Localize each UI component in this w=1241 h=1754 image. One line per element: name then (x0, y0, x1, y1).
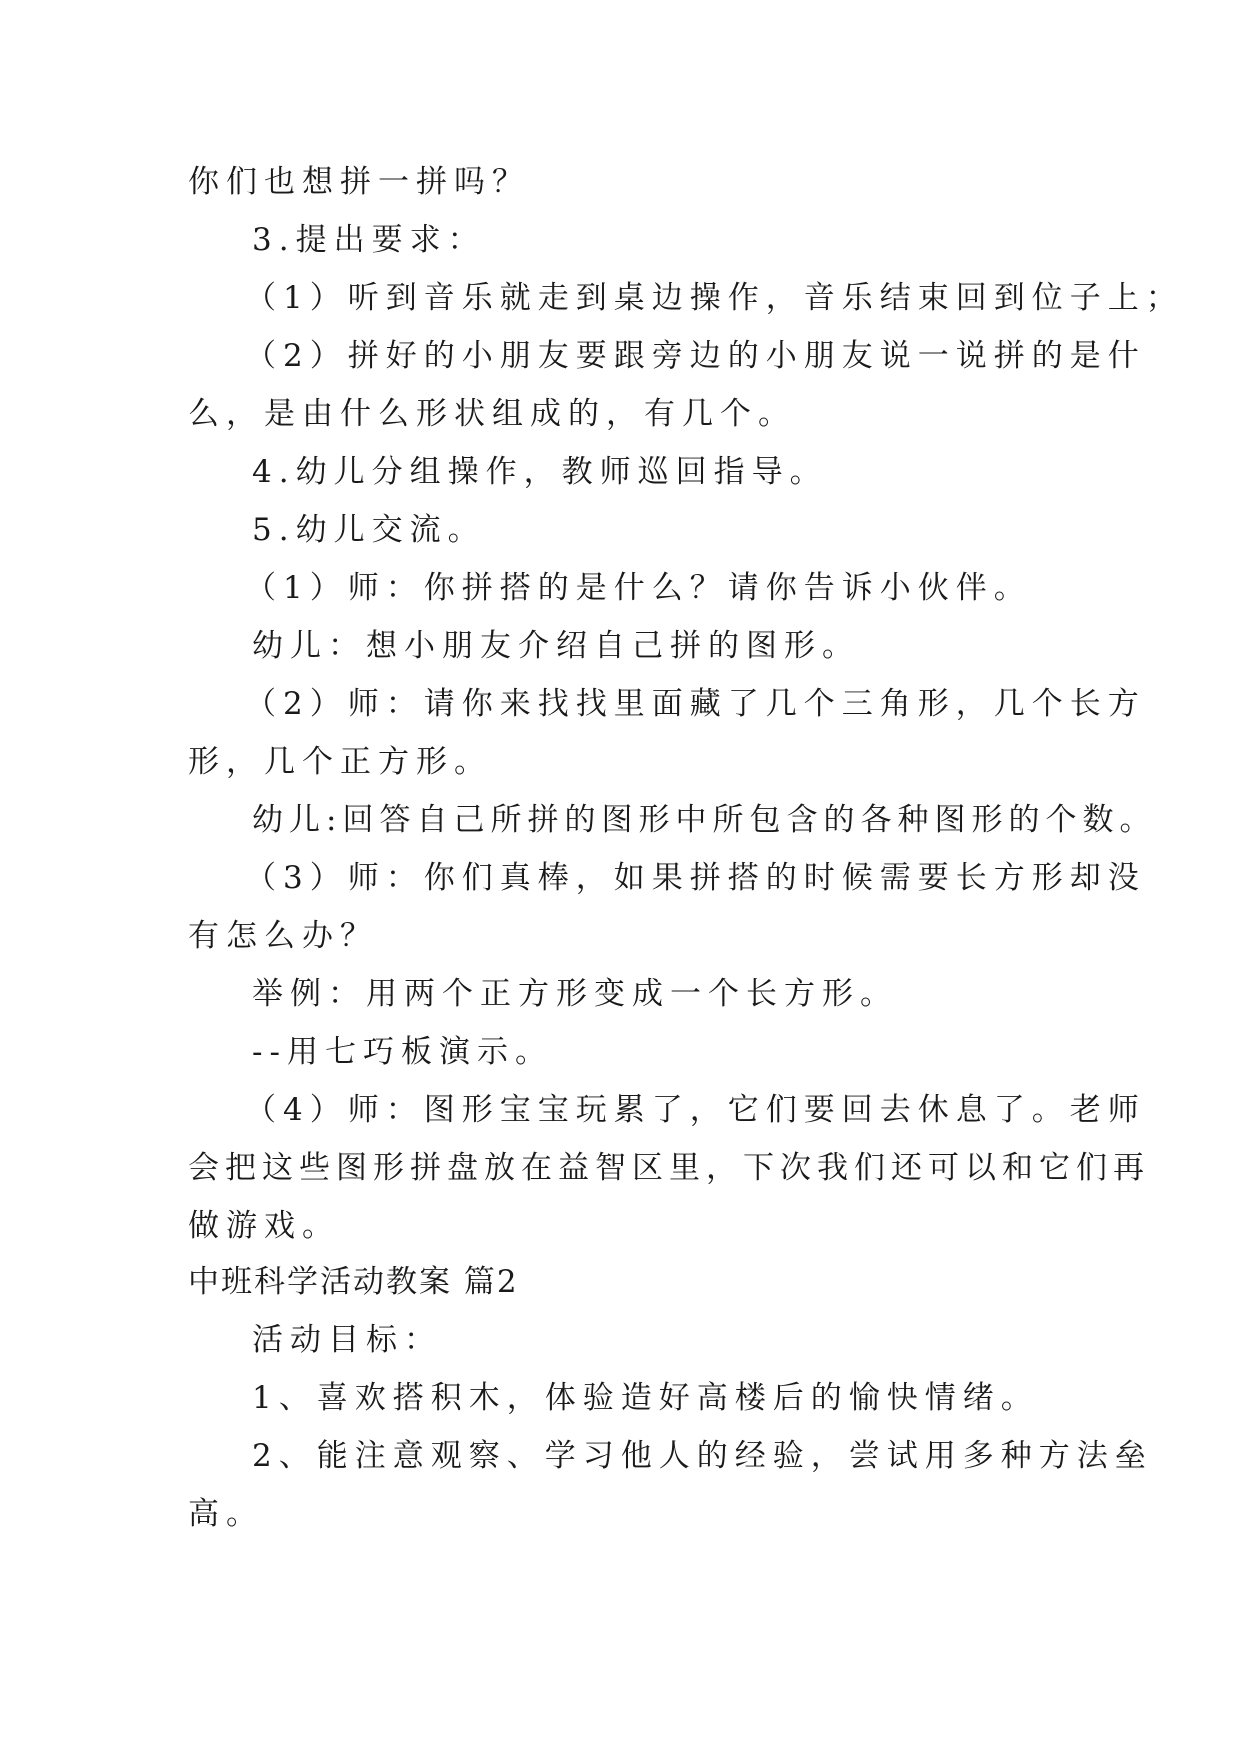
text-line: 形，几个正方形。 (188, 744, 492, 780)
section-heading: 中班科学活动教案 篇2 (188, 1264, 519, 1300)
text-line: 4.幼儿分组操作，教师巡回指导。 (252, 454, 828, 490)
text-line: （3）师：你们真棒，如果拼搭的时候需要长方形却没 (245, 860, 1146, 896)
text-line: 2、能注意观察、学习他人的经验，尝试用多种方法垒 (252, 1438, 1153, 1474)
text-line: （4）师：图形宝宝玩累了，它们要回去休息了。老师 (245, 1092, 1146, 1128)
text-line: 你们也想拼一拼吗？ (188, 164, 530, 200)
text-line: 做游戏。 (188, 1208, 340, 1244)
text-line: 举例：用两个正方形变成一个长方形。 (252, 976, 898, 1012)
text-line: 有怎么办？ (188, 918, 378, 954)
text-line: 5.幼儿交流。 (252, 512, 486, 548)
text-line: （2）拼好的小朋友要跟旁边的小朋友说一说拼的是什 (245, 338, 1146, 374)
text-line: 么，是由什么形状组成的，有几个。 (188, 396, 796, 432)
text-line: 活动目标： (252, 1322, 442, 1358)
text-line: --用七巧板演示。 (252, 1034, 553, 1070)
text-line: （1）师：你拼搭的是什么？请你告诉小伙伴。 (245, 570, 1032, 606)
text-line: 幼儿:回答自己所拼的图形中所包含的各种图形的个数。 (252, 802, 1157, 838)
text-line: （1）听到音乐就走到桌边操作，音乐结束回到位子上； (245, 280, 1184, 316)
text-line: 3.提出要求： (252, 222, 486, 258)
text-line: 1、喜欢搭积木，体验造好高楼后的愉快情绪。 (252, 1380, 1039, 1416)
text-line: （2）师：请你来找找里面藏了几个三角形，几个长方 (245, 686, 1146, 722)
text-line: 会把这些图形拼盘放在益智区里，下次我们还可以和它们再 (188, 1150, 1150, 1186)
text-line: 高。 (188, 1496, 264, 1532)
text-line: 幼儿：想小朋友介绍自己拼的图形。 (252, 628, 860, 664)
